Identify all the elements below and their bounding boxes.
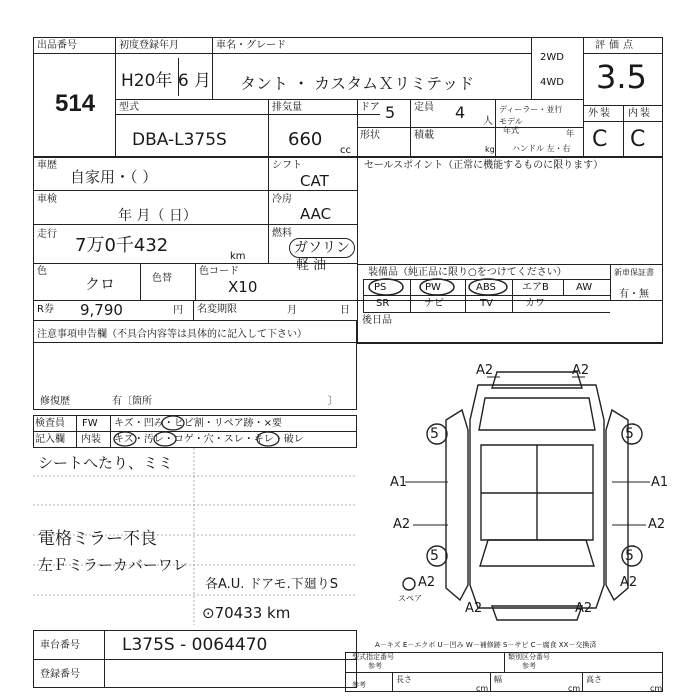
displacement-unit: cc	[340, 145, 351, 156]
drive-2wd: 2WD	[540, 52, 564, 63]
deadline-label: 名変期限	[197, 304, 237, 315]
inspector-label-1: 検査員	[35, 418, 65, 429]
note-line-2: 電格ミラー不良	[38, 529, 157, 549]
color-change-label: 色替	[152, 273, 172, 284]
load-label: 積載	[414, 130, 434, 141]
first-reg-label: 初度登録年月	[119, 40, 179, 51]
capacity-value: 4	[455, 103, 466, 122]
repair-value: 有〔箇所	[112, 396, 152, 407]
doors-value: 5	[385, 103, 396, 122]
fuel-label: 燃料	[272, 228, 292, 239]
width-unit: cm	[568, 684, 581, 693]
car-outline	[403, 372, 642, 620]
registration-label: 登録番号	[40, 669, 80, 680]
note-line-3: 左Ｆミラーカバーワレ	[38, 556, 188, 574]
handle-label: ハンドル 左・右	[512, 144, 571, 153]
note-line-4: 各A.U. ドアモ.下廻りS	[205, 577, 339, 592]
load-unit: kg	[485, 145, 495, 154]
width-label: 幅	[494, 675, 502, 684]
mark-bumper-left: A2	[465, 601, 483, 616]
height-label: 高さ	[586, 675, 602, 684]
lot-number: 514	[55, 90, 96, 117]
mark-wheel-fl: 5	[430, 426, 439, 442]
divider	[104, 630, 105, 688]
divider	[504, 652, 505, 672]
notice-label: 注意事項申告欄（不具合内容等は具体的に記入して下さい）	[37, 329, 307, 340]
inspector-label-2: 記入欄	[35, 434, 65, 445]
name-label: 車名・グレード	[216, 40, 286, 51]
inspector-row-2: キズ・汚レ・コゲ・穴・スレ・キレ・破レ	[114, 434, 304, 445]
interior-value: C	[630, 127, 646, 152]
divider	[33, 659, 357, 660]
equip-tv: TV	[480, 298, 493, 309]
fuel-diesel: 軽 油	[296, 258, 327, 273]
note-line-5: ⊙70433 km	[202, 604, 291, 622]
equip-sr: SR	[376, 298, 390, 309]
fuel-gas: ガソリン	[289, 238, 355, 258]
equip-pw: PW	[425, 282, 441, 293]
divider	[582, 672, 583, 692]
type-designation-label: 型式指定番号	[352, 653, 394, 661]
mark-wheel-rl: 5	[430, 548, 439, 564]
lot-label: 出品番号	[37, 40, 77, 51]
drive-4wd: 4WD	[540, 77, 564, 88]
equip-ps: PS	[374, 282, 387, 293]
mark-right-door: A1	[651, 475, 669, 490]
divider	[392, 672, 393, 692]
recycle-label: R券	[37, 304, 54, 315]
name-value: タント ・ カスタムＸリミテッド	[240, 74, 475, 93]
capacity-label: 定員	[414, 102, 434, 113]
equipment-label: 装備品（純正品に限り○をつけてください）	[368, 267, 567, 278]
score-label: 評価点	[595, 40, 637, 51]
mileage-label: 走行	[37, 229, 57, 240]
model-year-label-1: モデル	[499, 117, 523, 126]
mileage-value: 7万0千432	[75, 235, 169, 256]
mark-bumper-right: A2	[575, 601, 593, 616]
inspection-value: 年 月（ 日）	[118, 208, 197, 224]
mark-wheel-fr: 5	[625, 426, 634, 442]
mark-right-rear-door: A2	[648, 517, 666, 532]
equip-navi: ナビ	[424, 298, 444, 309]
mileage-unit: km	[230, 251, 246, 262]
spare-label: スペア	[398, 594, 422, 603]
capacity-unit: 人	[483, 116, 493, 127]
repair-close: 〕	[328, 396, 338, 407]
inspection-label: 車検	[37, 194, 57, 205]
deadline-month: 月	[287, 305, 297, 316]
fw-label: FW	[82, 418, 98, 429]
shape-label: 形状	[360, 130, 380, 141]
color-code-value: X10	[228, 278, 258, 296]
classification-label: 類別区分番号	[508, 653, 550, 661]
shift-value: CAT	[300, 172, 329, 190]
repair-label: 修復歴	[40, 396, 70, 407]
model-year-unit: 年	[566, 129, 574, 138]
equip-airbag: エアB	[522, 282, 549, 293]
recycle-value: 9,790	[80, 301, 123, 319]
mark-rear-right: A2	[620, 575, 638, 590]
history-label: 車歴	[37, 160, 57, 171]
color-label: 色	[37, 266, 47, 277]
displacement-value: 660	[288, 129, 323, 150]
equip-abs: ABS	[476, 282, 496, 293]
equip-aw: AW	[576, 282, 593, 293]
note-line-1: シートへたり、ミミ	[38, 454, 174, 472]
color-value: クロ	[85, 275, 116, 293]
rear-seat-label: 後日品	[362, 315, 392, 326]
equip-leather: カワ	[525, 298, 545, 309]
aircon-label: 冷房	[272, 194, 292, 205]
shift-label: シフト	[272, 160, 302, 171]
mark-front-right: A2	[572, 363, 590, 378]
exterior-label: 外装	[588, 108, 612, 119]
mark-rear-left: A2	[418, 575, 436, 590]
recycle-unit: 円	[173, 305, 183, 316]
sales-label: セールスポイント（正常に機能するものに限ります）	[364, 160, 604, 171]
damage-legend: A－キズ E－エクボ U－凹み W－補修跡 S－サビ C－腐食 XX－交換済	[375, 641, 597, 649]
new-warranty-label: 新車保証書	[614, 268, 654, 277]
model-value: DBA-L375S	[132, 130, 227, 150]
length-label: 長さ	[396, 675, 412, 684]
deadline-day: 日	[340, 305, 350, 316]
new-warranty-value: 有・無	[619, 289, 649, 300]
score-value: 3.5	[596, 58, 647, 96]
exterior-value: C	[592, 127, 608, 152]
history-value: 自家用・（ ）	[70, 168, 158, 186]
first-reg-value: H20年 6 月	[121, 71, 212, 91]
displacement-label: 排気量	[272, 102, 302, 113]
mark-left-rear-door: A2	[393, 517, 411, 532]
doors-label: ドア	[360, 102, 380, 113]
damage-leaders	[405, 377, 650, 525]
model-label: 型式	[119, 102, 139, 113]
height-unit: cm	[650, 684, 663, 693]
interior-tag: 内装	[81, 434, 101, 445]
length-unit: cm	[476, 684, 489, 693]
divider	[490, 672, 491, 692]
inspector-row-1: キズ・凹み・ヒビ割・リペア跡・×要	[114, 418, 282, 429]
dimensions-ref: 参考	[352, 681, 366, 689]
dealer-label: ディーラー・並行	[499, 105, 563, 114]
chassis-label: 車台番号	[40, 640, 80, 651]
chassis-value: L375S - 0064470	[122, 635, 268, 655]
model-year-label-2: 年式	[503, 126, 519, 135]
classification-ref: 参考	[522, 662, 536, 670]
mark-front-left: A2	[476, 363, 494, 378]
mark-wheel-rr: 5	[625, 548, 634, 564]
color-code-label: 色コード	[199, 266, 239, 277]
mark-left-door: A1	[390, 475, 408, 490]
type-designation-ref: 参考	[368, 662, 382, 670]
interior-label: 内装	[628, 108, 652, 119]
aircon-value: AAC	[300, 205, 332, 223]
